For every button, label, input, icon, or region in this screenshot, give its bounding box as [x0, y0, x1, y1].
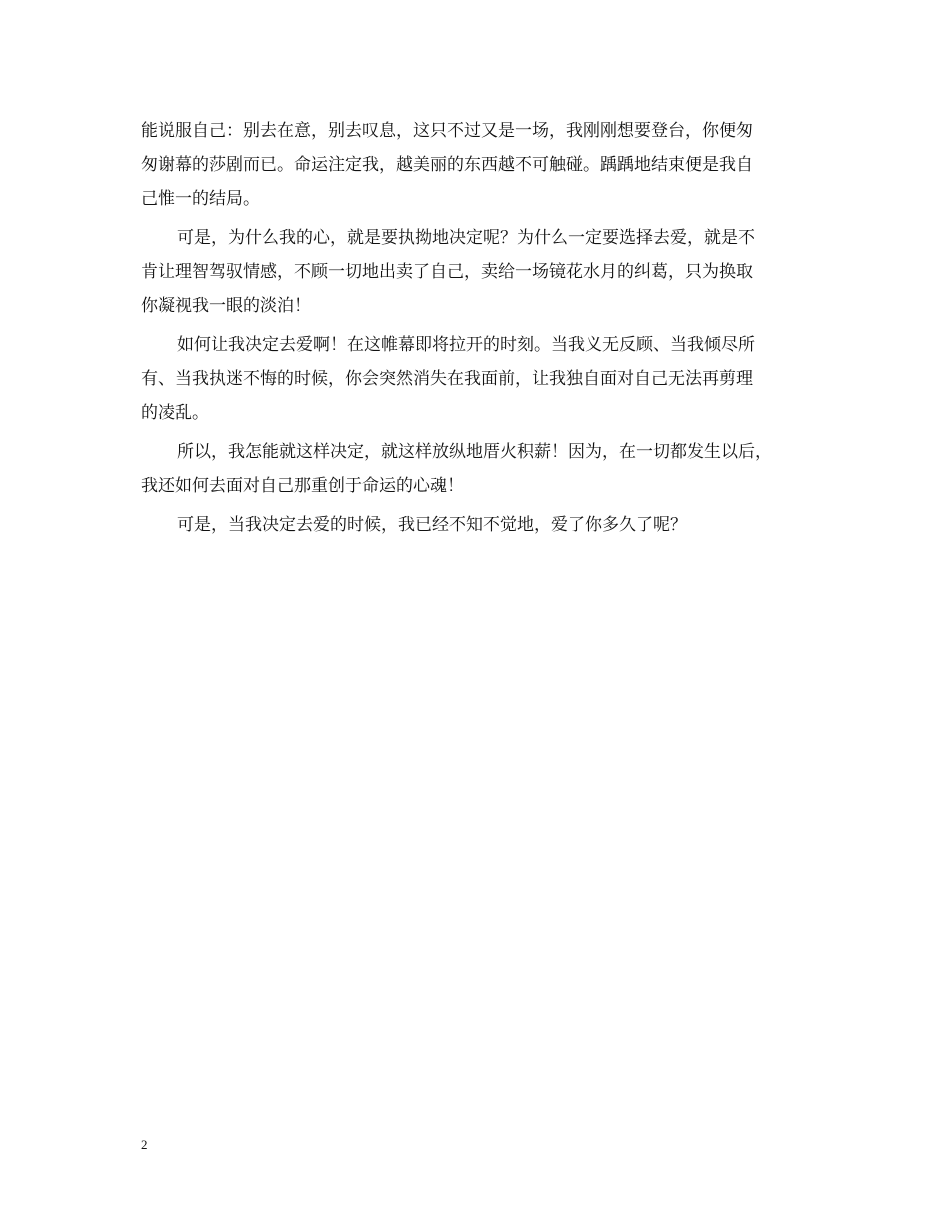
text-line: 肯让理智驾驭情感，不顾一切地出卖了自己，卖给一场镜花水月的纠葛，只为换取: [141, 262, 753, 282]
text-line: 如何让我决定去爱啊！在这帷幕即将拉开的时刻。当我义无反顾、当我倾尽所: [177, 335, 755, 355]
text-line: 匆谢幕的莎剧而已。命运注定我，越美丽的东西越不可触碰。踽踽地结束便是我自: [141, 155, 753, 175]
text-line: 有、当我执迷不悔的时候，你会突然消失在我面前，让我独自面对自己无法再剪理: [141, 369, 753, 389]
text-line: 所以，我怎能就这样决定，就这样放纵地厝火积薪！因为，在一切都发生以后，: [177, 442, 772, 462]
text-line: 己惟一的结局。: [141, 189, 260, 209]
text-line: 我还如何去面对自己那重创于命运的心魂！: [141, 476, 464, 496]
text-line: 你凝视我一眼的淡泊！: [141, 296, 311, 316]
page-number: 2: [141, 1137, 148, 1152]
text-line: 可是，为什么我的心，就是要执拗地决定呢？为什么一定要选择去爱，就是不: [177, 228, 755, 248]
text-line: 的凌乱。: [141, 403, 209, 423]
text-line: 能说服自己：别去在意，别去叹息，这只不过又是一场，我刚刚想要登台，你便匆: [141, 121, 753, 141]
text-line: 可是，当我决定去爱的时候，我已经不知不觉地，爱了你多久了呢？: [177, 515, 687, 535]
